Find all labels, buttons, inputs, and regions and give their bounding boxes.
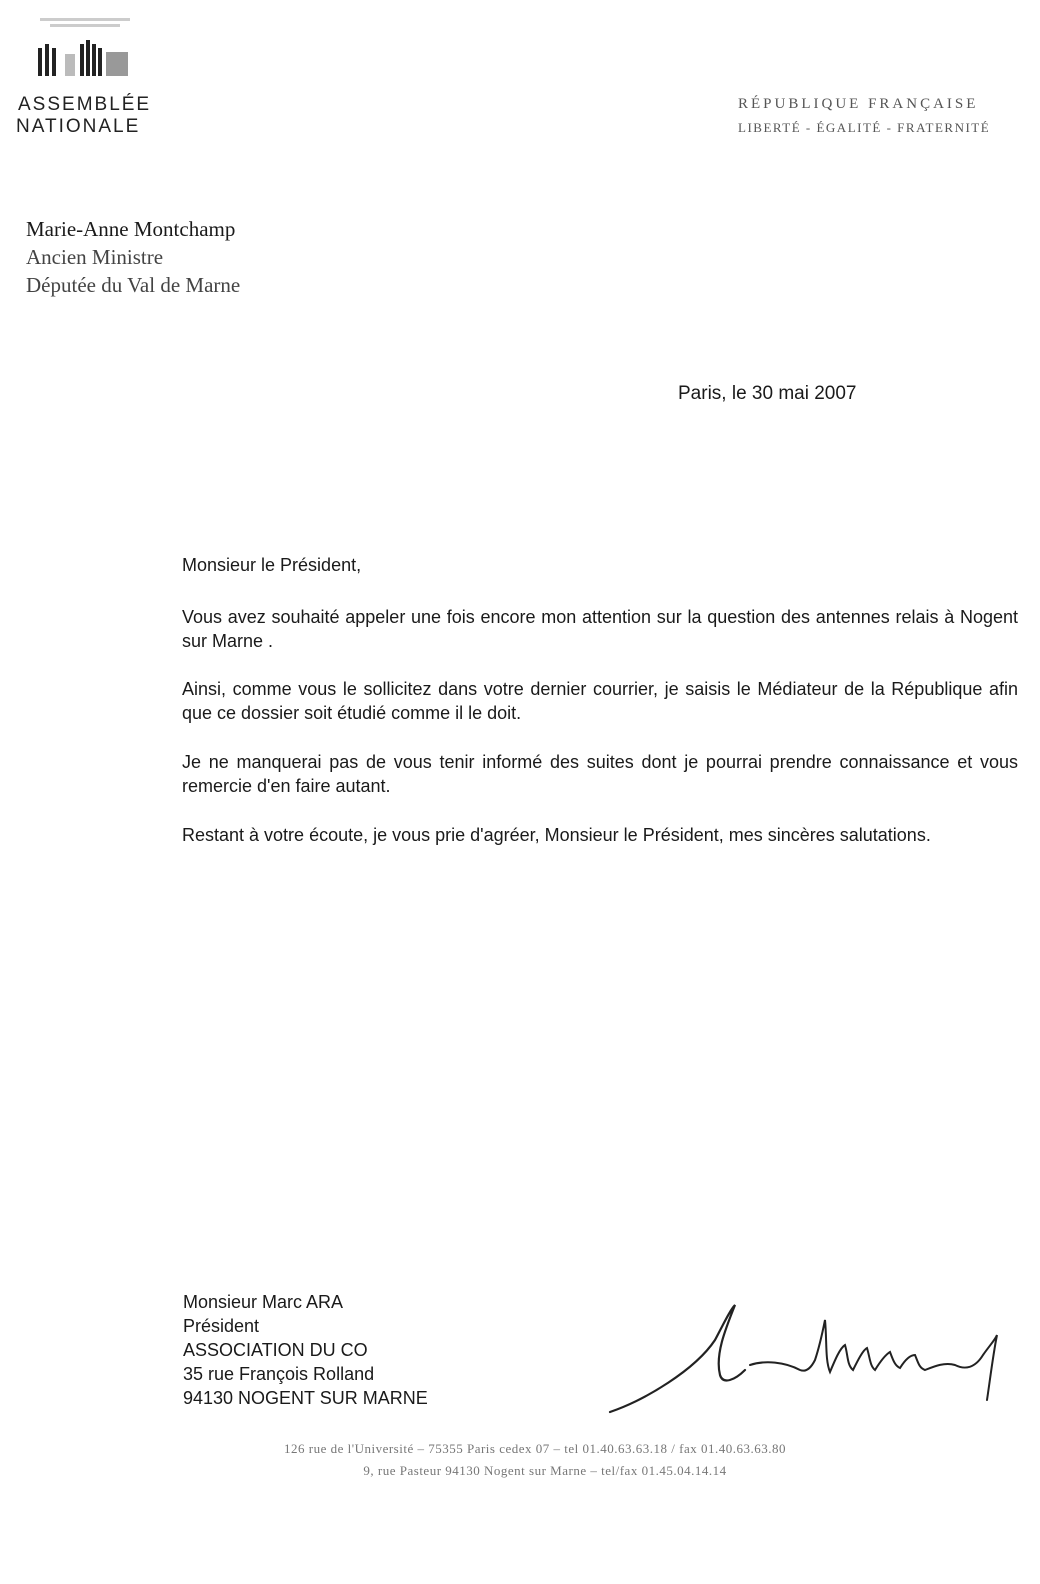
recipient-organization: ASSOCIATION DU CO — [183, 1340, 368, 1360]
recipient-name: Monsieur Marc ARA — [183, 1292, 344, 1312]
footer-paris-address: 126 rue de l'Université – 75355 Paris cedex 07 – tel 01.40.63.63.18 / fax 01.40.63.63.80 — [284, 1441, 786, 1456]
paragraph: Je ne manquerai pas de vous tenir informé des suites dont je pourrai prendre connaissance et vous remercie d'en faire autant. — [182, 752, 1018, 796]
paragraph: Restant à votre écoute, je vous prie d'agréer, Monsieur le Président, mes sincères salutations. — [182, 825, 931, 845]
sender-role: Députée du Val de Marne — [26, 273, 241, 297]
sender-name: Marie-Anne Montchamp — [26, 217, 236, 241]
recipient-street: 35 rue François Rolland — [183, 1364, 375, 1384]
paragraph: Vous avez souhaité appeler une fois encore mon attention sur la question des antennes relais à Nogent sur Marne . — [182, 607, 1018, 651]
footer-nogent-address: 9, rue Pasteur 94130 Nogent sur Marne – tel/fax 01.45.04.14.14 — [363, 1463, 727, 1478]
handwritten-signature — [605, 1300, 1005, 1420]
sender-title: Ancien Ministre — [26, 245, 164, 269]
motto: LIBERTÉ - ÉGALITÉ - FRATERNITÉ — [738, 120, 991, 135]
letter-date: Paris, le 30 mai 2007 — [678, 383, 857, 404]
logo-line-nationale: NATIONALE — [16, 116, 141, 137]
recipient-city: 94130 NOGENT SUR MARNE — [183, 1388, 428, 1408]
logo-line-assemblee: ASSEMBLÉE — [18, 94, 152, 115]
paragraph: Ainsi, comme vous le sollicitez dans votre dernier courrier, je saisis le Médiateur de la République afin que ce dossier soit étudié comme il le doit. — [182, 679, 1018, 723]
recipient-title: Président — [183, 1316, 260, 1336]
republique-francaise: RÉPUBLIQUE FRANÇAISE — [738, 96, 979, 112]
salutation: Monsieur le Président, — [182, 555, 362, 575]
recipient-address — [183, 1290, 428, 1410]
